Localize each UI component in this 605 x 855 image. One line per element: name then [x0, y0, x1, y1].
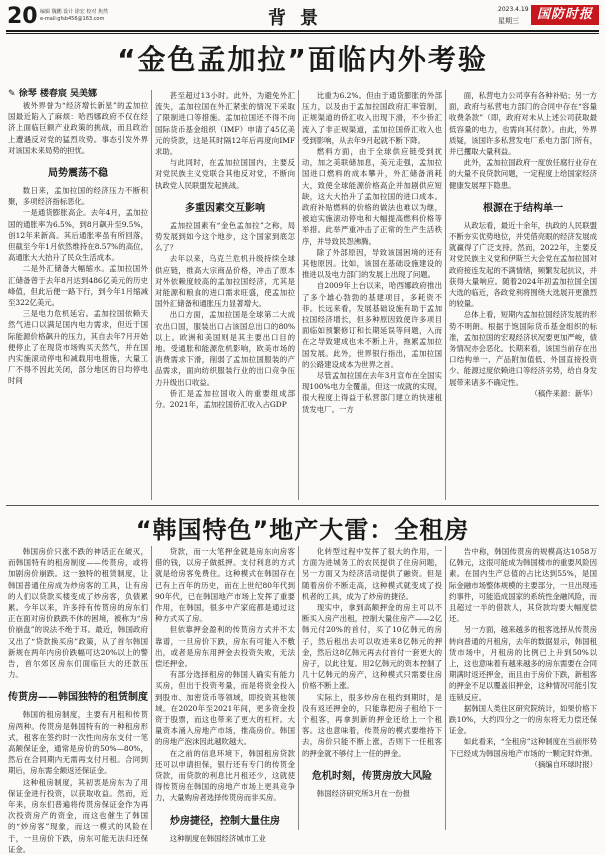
paragraph: 这种租房制度，其初衷是房东为了用保证金进行投资，以获取收益。然而，近年来，房东们普遍将传贳房保证金作为再次投资房产的资金，而这也催生了韩国的“炒房客”现象，而这一模式的风险在于，一旦房价下跌，房东可能无法归还保证金。	[8, 777, 148, 854]
paragraph: 从政坛看，最近十余年，执政的人民联盟不断夯实优势地位，并凭借亮眼的经济发展成就赢得了广泛支持。然而，2022年，主要反对党民族主义党和伊斯兰大会党在孟加拉国对政府接连发起的不满情绪，频繁发起抗议，并获得大量响应。随着2024年初孟加拉国全国大选的临近，各政党利将围绕大选展开更激烈的较量。	[449, 220, 597, 309]
editor-credits: 编辑 魏鹏 设计 徐宏 校对 焦然	[40, 9, 108, 15]
subheading: 局势震荡不稳	[48, 168, 108, 180]
paragraph: 实际上，很多炒房在租约到期时，是没有返还押金的，只能靠把房子租给下一个租客，再拿到新的押金还给上一个租客。这也意味着，传贳房的模式要维持下去，房价只能不断上涨，否则下一任租客的押金就不够付上一任的押金。	[302, 692, 442, 758]
paragraph: 与此同时，在孟加拉国国内，主要反对党民族主义党联合其他反对党，不断向执政党人民联盟发起挑战。	[155, 158, 295, 190]
article2-column-1	[8, 546, 148, 854]
paragraph: 比重为6.2%。但由于通货膨胀的外部压力，以及由于孟加拉国政府汇率管制，正规渠道的侨汇收入出现下滑，不少侨汇流入了非正规渠道，孟加拉国侨汇收入也受到影响，从去年9月起就不断下降。	[302, 91, 442, 145]
paragraph: 现实中，拿到高额押金的房主可以不断买入房产出租，控制大量住房产——2亿韩元付20%的首付，买了10亿韩元的房子，然后租出去可以收进来8亿韩元的押金，然后这8亿韩元再去付首付一套更大的房子，以此往复。用2亿韩元的资本控制了几十亿韩元的房产，这种模式只需要住房价格不断上涨。	[302, 603, 442, 691]
page-number: 20	[7, 4, 38, 29]
page-header	[0, 0, 605, 32]
article1-column-4	[449, 90, 597, 503]
paragraph: 韩国经济研究所3月在一份报	[316, 788, 411, 798]
paragraph: 二是外汇储备大幅缩水。孟加拉国外汇储备曾于去年8月达到486亿美元的历史峰值，但此后便一路下行，到今年1月缩减至322亿美元。	[8, 264, 148, 308]
column-divider	[151, 90, 152, 500]
column-divider	[298, 546, 299, 830]
issue-weekday: 星期三	[498, 17, 519, 25]
paragraph: 出口方面，孟加拉国是全球第二大成衣出口国，服装出口占该国总出口的80%以上。欧洲和美国则是其主要出口目的地。受通胀和能源危机影响，欧美市场的消费需求下滑，削弱了孟加拉国服装的产品需求，面向纺织服装行业的出口竞争压力升级出口收益。	[155, 310, 295, 387]
column-divider	[151, 546, 152, 830]
column-divider	[445, 90, 446, 500]
subheading: 危机时刻，传贳房放大风险	[312, 770, 432, 782]
paragraph: 化转型过程中发挥了很大的作用，一方面为进城务工的农民提供了住房问题，另一方面又为经济活动提供了融资。但是随着房价不断走高，这种模式就变成了投机者的工具，成为了炒房的捷径。	[302, 547, 442, 601]
paragraph: 去年以来，乌克兰危机升级持续全球供应链，推高大宗商品价格，冲击了原本对外依赖度较高的孟加拉国经济，尤其是对能源和粮食的进口需求旺盛，使孟加拉国外汇储备和通胀压力显著增大。	[155, 254, 295, 309]
column-divider	[298, 90, 299, 500]
paragraph: 另一方面，越来越多的租客选择从传贳房转向普通的月租房，去年的数据显示，韩国租赁市场中，月租房的比例已上升到50%以上，这也意味着有越来越多的房东需要在合同期满时返还押金，而且由于房价下跌，新租客的押金不足以覆盖旧押金，这种情况可能引发连锁反应。	[449, 625, 597, 702]
article-separator	[6, 505, 599, 506]
article2-column-2	[155, 546, 295, 843]
section-title: 背景	[268, 8, 332, 29]
article2-title: “韩国特色”地产大雷：全租房	[135, 516, 470, 544]
paragraph: 总体上看，短期内孟加拉国经济发展的形势不明朗。根据于饱国际货币基金组织的标准，孟加拉国的宏观经济状况要更加严峻，债务情况亦会恶化。长期来看，该国当前存在出口结构单一、产品附加值低、外国直接投资少、能源过度依赖进口等经济劣势，给自身发展带来诸多不确定性。	[449, 310, 597, 387]
article2-column-4	[449, 546, 597, 830]
pen-icon: ✎	[8, 89, 19, 99]
paragraph: 贷款，而一大笔押金就是房东向房客借的钱，以房子做抵押。支付利息的方式就是给房客免费住。这种模式在韩国存在已有上百年的历史，而在上世纪80年代到90年代，已在韩国地产市场上发挥了重要作用，在韩国，很多中产家庭都是通过这种方式买了房。	[155, 547, 295, 624]
article1-column-1	[8, 100, 148, 503]
paragraph: 除了外部原因，导致该国困境的还有其他原因。比如，该国在基础设施建设的推进以及电力部门的发展上出现了问题。	[302, 247, 442, 280]
byline-authors: 徐琴 楼春宸 吴美娜	[18, 89, 97, 99]
paragraph: 被外界誉为“经济增长新星”的孟加拉国最近陷入了麻烦：哈西娜政府不仅在经济上面临巨额产业政策的挑战，而且政治上遭遇反对党的猛烈攻势。事态引发外界对该国未来局势的担忧。	[8, 101, 148, 155]
paragraph: 但依靠押金盈利的传贳房方式并不太靠谱，一旦房价下跌，房东有可能入不敷出，或者是房东用押金去投资失败，无法偿还押金。	[155, 625, 295, 669]
paragraph: 数日来，孟加拉国的经济压力不断积聚，多项经济指标恶化。	[8, 186, 148, 207]
paragraph: 燃料方面，由于全球供应链受到扰动，加之美联储加息，美元走强，孟加拉国进口燃料的成本攀升，外汇储备消耗大，致使全球能源价格高企并加剧供应短缺，这大大抬升了孟加拉国的进口成本。政府补贴燃料的价格的做法也难以为继，被迫实施滚动停电和大幅提高燃料价格等举措。此举严重冲击了正常的生产生活秩序，并导致民怨沸腾。	[302, 147, 442, 246]
paragraph: 据韩国人类住区研究院统计，如果价格下跌10%，大约四分之一的房东将无力偿还保证金。	[449, 703, 597, 736]
header-rule-thin	[6, 33, 599, 34]
header-rule	[6, 30, 599, 32]
paragraph: 三是电力危机延宕。孟加拉国依赖天然气进口以满足国内电力需求，但近于国际能源价格飙升的压力，其自去年7月开始便停止了在现货市场购买天然气，并在国内实施滚动停电和减载用电措施，大量工厂不得不因此关闭，部分地区的日均停电时间	[8, 309, 148, 386]
paragraph: 此外，孟加拉国政府一度放任腐行业存在的大量不良贷款问题，一定程度上给国家经济健康发展埋下隐患。	[449, 158, 597, 190]
article2-source: （摘编自环球时报）	[530, 759, 597, 769]
subheading: 传贳房——韩国独特的租赁制度	[8, 692, 148, 704]
subheading: 炒房捷径，控制大量住房	[170, 815, 280, 827]
paragraph: 自2009年上台以来，哈西娜政府推出了多个雄心勃勃的基建项目，多耗资不菲。长远来看，发展基础设施有助于孟加拉国经济增长，但多种原因致使许多项目面临如预繁修订和长期延误等问题，入而在之导致建成也未不断上升，拖累孟加拉国发展。此外，世界银行指出，孟加拉国的公路建设成本为世界之首。	[302, 281, 442, 369]
newspaper-logo: 国防时报	[531, 5, 599, 25]
article1-column-2	[155, 90, 295, 503]
paragraph: 这种制度在韩国经济城市工业	[169, 833, 266, 843]
issue-date: 2023.4.19	[498, 6, 529, 13]
contact-email: e-mail:gfsb456@163.com	[40, 16, 105, 22]
paragraph: 甚至超过13小时。此外，为避免外汇流失，孟加拉国在外汇紧张的情况下采取了限制进口等措施。孟加拉国还不得不向国际货币基金组织（IMF）申请了45亿美元的贷款，这是其时隔12年后再度向IMF求助。	[155, 91, 295, 157]
paragraph: 韩国房价只涨不跌的神话正在破灭，而韩国特有的租房制度——传贳房，或将加剧房价崩跌。这一独特的租赁制度，让韩国普通住房成为炒房客的工具，让有房的人们以贷款买楼变成了炒房客，负债累累。今年以来，许多持有传贳房的房东们正在面对房价跌跌不休的困境，被称为“房价崩盘”的说法不绝于耳。最近，韩国政府又出了“贷款换买房”政策，从了首尔韩国新规在两年内房价跌幅可达20%以上的警告，首尔郊区房东们面临巨大的还款压力。	[8, 547, 148, 680]
paragraph: 一是通货膨胀高企。去年4月，孟加拉国的通胀率为6.5%，到8月飙升至9.5%，创12年来新高。其后通胀率虽有所回落，但截至今年1月依然维持在8.57%的高位，高通胀大大抬升了民众生活成本。	[8, 208, 148, 263]
paragraph: 如此看来，“全租房”这种制度在当前形势下已经成为韩国房地产市场的一颗定时炸弹。	[449, 737, 597, 758]
paragraph: 侨汇是孟加拉国收入的重要组成部分。2021年，孟加拉国侨汇收入占GDP	[155, 388, 295, 410]
paragraph: 面，私营电力公司享有各种补贴；另一方面，政府与私营电力部门的合同中存在“容量收费条款”（即，政府对未从上述公司获取最低容量的电力，也需向其付款）。由此，外界质疑，该国许多私营发电厂系电力部门所有，并已攫取大量利益。	[449, 91, 597, 157]
paragraph: 孟加拉国素有“金色孟加拉”之称，局势发展到如今这个地步，这个国家到底怎么了？	[155, 220, 295, 253]
article1-source: （稿件来源：新华）	[530, 388, 597, 398]
paragraph: 告中称，韩国传贳房的规模高达1058万亿韩元，这很可能成为韩国楼市的重要风险因素。在国内生产总值的占比达到55%，是国际金融市场整体规模的主要部分，一旦出现违约事件，可能造成国家的系统性金融风险，而且超过一半的借款人，其贷款均要大幅度偿还。	[449, 547, 597, 624]
subheading: 多重因素交互影响	[185, 202, 265, 214]
paragraph: 尽管孟加拉国在去年3月宣布在全国实现100%电力全覆盖，但这一成就的实现，很大程度上得益于私营部门建立的快速租赁发电厂。一方	[302, 371, 442, 414]
article1-byline	[8, 86, 97, 99]
paragraph: 在之前的信息环境下，韩国租房贷款还可以申请担保，银行还有专门的传贳金贷款，而贷款的利息比月租还少，这就使得传贳房在韩国的房地产市场上更具竞争力，大量购房者选择传贳房而非买房。	[155, 748, 295, 803]
article1-column-3	[302, 90, 442, 503]
subheading: 根源在于结构单一	[483, 202, 563, 214]
article1-title: “金色孟加拉”面临内外考验	[117, 43, 488, 76]
column-divider	[445, 546, 446, 830]
paragraph: 有部分选择租房的韩国人确实有能力买房，但出于投资考量，而是将资金投入到股市、加密货币等领域，即投资其他领域。在2020年至2021年间，更多资金投资于股票，而这也带来了更大的杠杆。大量资本涌入房地产市场，推高房价。韩国的房地产泡沫因此越吹越大。	[155, 670, 295, 747]
article2-column-3	[302, 546, 442, 830]
paragraph: 韩国的租房制度，主要有月租和传贳房两种。传贳房是韩国特有的一种租房形式，租客在签约时一次性向房东支付一笔高额保证金，通常是房价的50%—80%，然后在合同期内无需再支付月租。合同到期后，房东需全额返还保证金。	[8, 710, 148, 776]
